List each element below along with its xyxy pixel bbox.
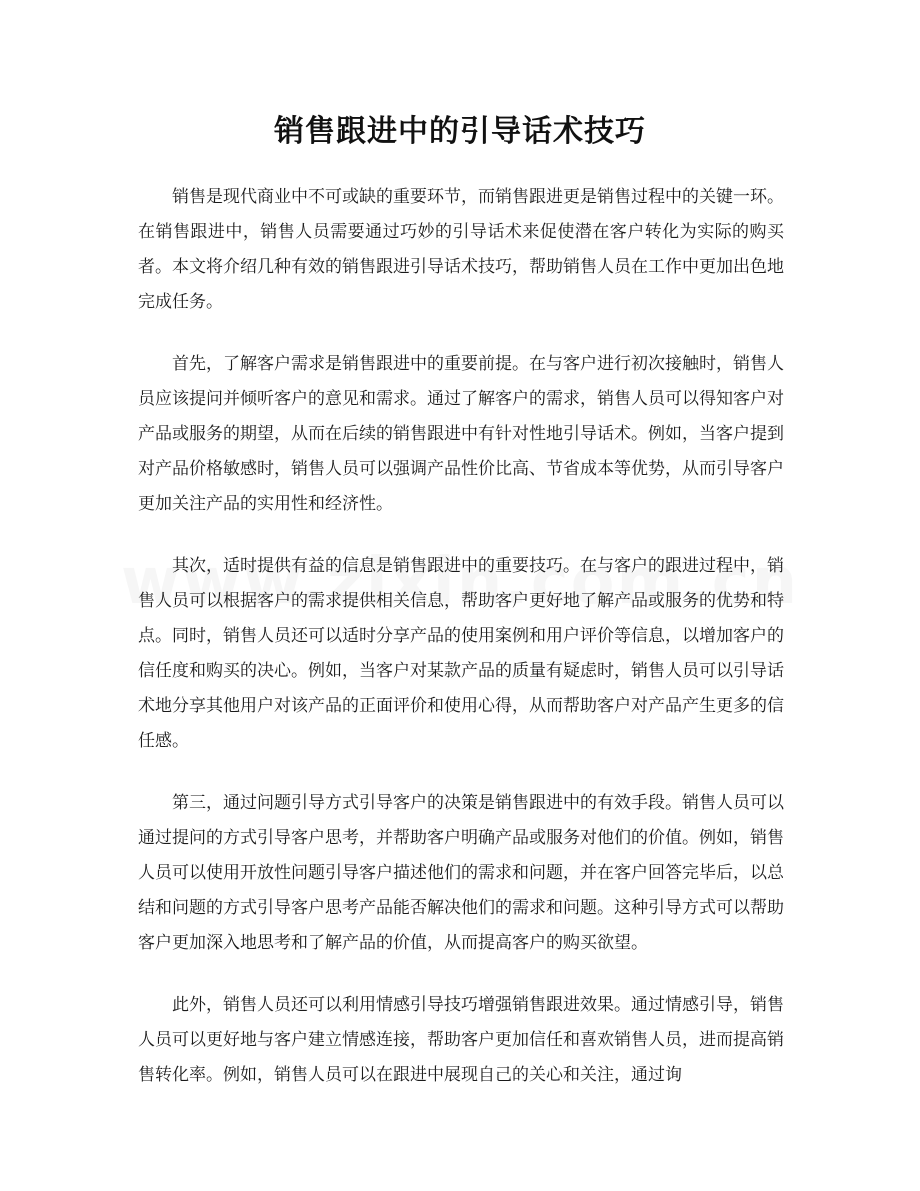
paragraph-second: 其次，适时提供有益的信息是销售跟进中的重要技巧。在与客户的跟进过程中，销售人员可以根据客户的需求提供相关信息，帮助客户更好地了解产品或服务的优势和特点。同时，销售人员还可以适时分享产品的使用案例和用户评价等信息，以增加客户的信任度和购买的决心。例如，当客户对某款产品的质量有疑虑时，销售人员可以引导话术地分享其他用户对该产品的正面评价和使用心得，从而帮助客户对产品产生更多的信任感。 <box>138 556 784 751</box>
document-body <box>138 180 784 1120</box>
paragraph-intro: 销售是现代商业中不可或缺的重要环节，而销售跟进更是销售过程中的关键一环。在销售跟进中，销售人员需要通过巧妙的引导话术来促使潜在客户转化为实际的购买者。本文将介绍几种有效的销售跟进引导话术技巧，帮助销售人员在工作中更加出色地完成任务。 <box>138 187 784 312</box>
paragraph-first: 首先，了解客户需求是销售跟进中的重要前提。在与客户进行初次接触时，销售人员应该提问并倾听客户的意见和需求。通过了解客户的需求，销售人员可以得知客户对产品或服务的期望，从而在后续的销售跟进中有针对性地引导话术。例如，当客户提到对产品价格敏感时，销售人员可以强调产品性价比高、节省成本等优势，从而引导客户更加关注产品的实用性和经济性。 <box>138 354 784 514</box>
page-title: 销售跟进中的引导话术技巧 <box>274 114 646 149</box>
paragraph-third: 第三，通过问题引导方式引导客户的决策是销售跟进中的有效手段。销售人员可以通过提问的方式引导客户思考，并帮助客户明确产品或服务对他们的价值。例如，销售人员可以使用开放性问题引导客户描述他们的需求和问题，并在客户回答完毕后，以总结和问题的方式引导客户思考产品能否解决他们的需求和问题。这种引导方式可以帮助客户更加深入地思考和了解产品的价值，从而提高客户的购买欲望。 <box>138 793 784 953</box>
paragraph-additional: 此外，销售人员还可以利用情感引导技巧增强销售跟进效果。通过情感引导，销售人员可以更好地与客户建立情感连接，帮助客户更加信任和喜欢销售人员，进而提高销售转化率。例如，销售人员可以在跟进中展现自己的关心和关注，通过询 <box>138 995 784 1085</box>
